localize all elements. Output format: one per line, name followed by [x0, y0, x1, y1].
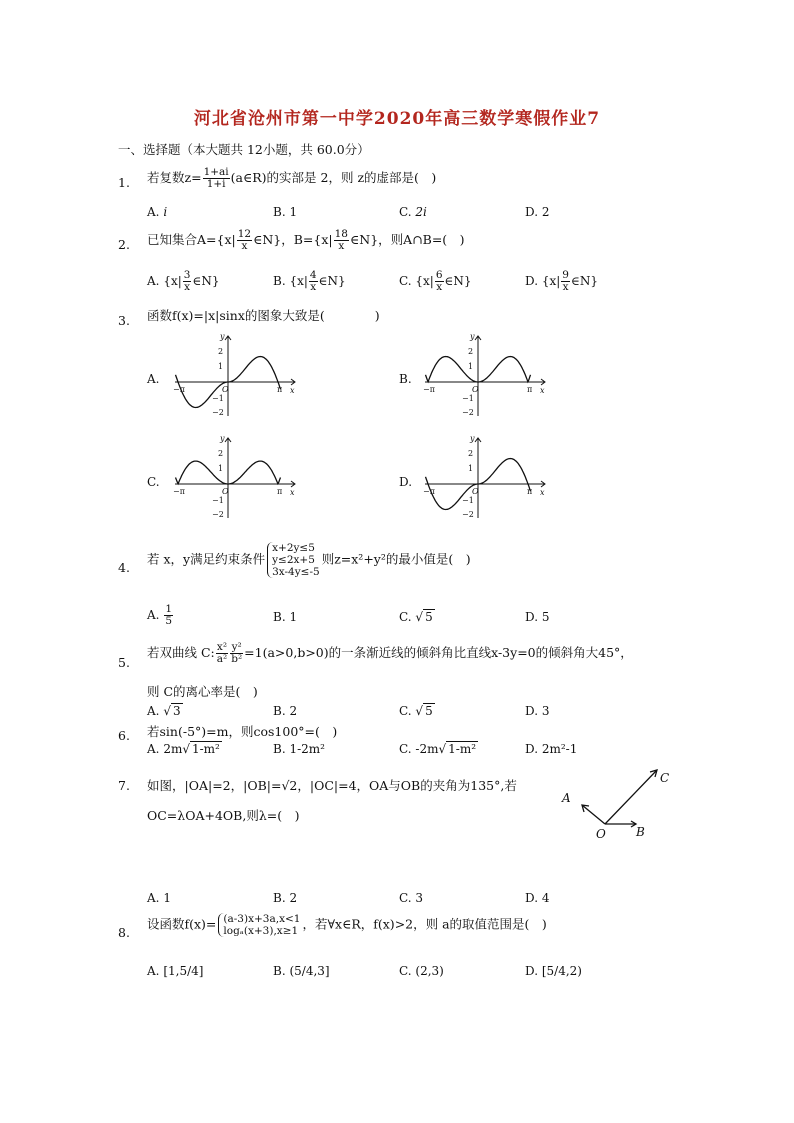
tick-minus-pi: −π	[173, 385, 185, 394]
svg-text:1: 1	[468, 362, 474, 371]
q3-stem: 函数f(x)=|x|sinx的图象大致是( )	[147, 308, 380, 323]
q1-fraction: $\frac{1+ai}{1+i}$	[203, 166, 229, 190]
svg-text:−1: −1	[212, 496, 224, 505]
q3-option-d[interactable]: D.	[399, 475, 413, 489]
q2-option-a[interactable]: A. {x| $\frac{3}{x}$ ∈N}	[147, 269, 220, 293]
q1-option-d[interactable]: D. 2	[525, 205, 550, 219]
q7-number: 7.	[118, 778, 130, 793]
q4-stem: 若 x，y满足约束条件 x+2y≤5 y≤2x+5 3x-4y≤-5 则z=x²+y²的最小值是( )	[147, 542, 471, 578]
svg-text:x: x	[290, 488, 295, 497]
q4-option-a[interactable]: A. $\frac{1}{5}$	[147, 603, 172, 627]
page-title: 河北省沧州市第一中学2020年高三数学寒假作业7	[193, 109, 601, 129]
label-b: B	[636, 825, 645, 839]
q3-graph-c[interactable]	[170, 432, 310, 522]
label-a: A	[562, 791, 571, 805]
label-o: O	[596, 827, 606, 841]
q1-stem: 若复数z= $\frac{1+ai}{1+i}$ (a∈R)的实部是 2，则 z的虚部是( )	[147, 166, 437, 190]
q3-option-b[interactable]: B.	[399, 372, 412, 386]
q3-graph-a[interactable]	[170, 330, 310, 420]
q4-option-d[interactable]: D. 5	[525, 610, 550, 624]
tick-pi: π	[277, 385, 283, 394]
q4-number: 4.	[118, 560, 130, 575]
svg-text:−π: −π	[173, 487, 185, 496]
vector-oa	[582, 805, 605, 824]
svg-text:x: x	[540, 488, 545, 497]
q5-option-a[interactable]: A. √ 3	[147, 704, 181, 718]
svg-text:−2: −2	[462, 510, 474, 519]
svg-text:−1: −1	[462, 496, 474, 505]
q1-number: 1.	[118, 175, 130, 190]
q8-option-d[interactable]: D. [5/4,2)	[525, 964, 582, 978]
q8-option-a[interactable]: A. [1,5/4]	[147, 964, 204, 978]
svg-text:O: O	[472, 487, 479, 496]
q8-number: 8.	[118, 925, 130, 940]
svg-text:1: 1	[468, 464, 474, 473]
svg-text:1: 1	[218, 464, 224, 473]
svg-text:π: π	[527, 385, 533, 394]
svg-text:O: O	[472, 385, 479, 394]
svg-text:x: x	[540, 386, 545, 395]
svg-text:−1: −1	[462, 394, 474, 403]
q5-option-c[interactable]: C. √ 5	[399, 704, 433, 718]
q1-option-b[interactable]: B. 1	[273, 205, 298, 219]
q2-option-b[interactable]: B. {x| $\frac{4}{x}$ ∈N}	[273, 269, 346, 293]
q2-stem: 已知集合A={x| $\frac{12}{x}$ ∈N}，B={x| $\frac{18}{x}$ ∈N}，则A∩B=( )	[147, 228, 465, 252]
svg-text:y: y	[470, 332, 475, 341]
q7-option-c[interactable]: C. 3	[399, 891, 424, 905]
q7-option-b[interactable]: B. 2	[273, 891, 298, 905]
axes	[175, 336, 295, 416]
q6-option-d[interactable]: D. 2m²-1	[525, 742, 578, 756]
svg-text:2: 2	[218, 449, 224, 458]
q6-option-c[interactable]: C. -2m√ 1-m²	[399, 742, 477, 756]
q3-graph-d[interactable]	[420, 432, 560, 522]
q8-stem: 设函数f(x)= (a-3)x+3a,x<1 logₐ(x+3),x≥1 ，若∀x∈R，f(x)>2，则 a的取值范围是( )	[147, 913, 547, 937]
svg-text:y: y	[220, 434, 225, 443]
q1-option-a[interactable]: A. i	[147, 205, 168, 219]
q8-option-b[interactable]: B. (5/4,3]	[273, 964, 330, 978]
q5-number: 5.	[118, 655, 130, 670]
q3-option-a[interactable]: A.	[147, 372, 160, 386]
q6-option-a[interactable]: A. 2m√ 1-m²	[147, 742, 220, 756]
q3-number: 3.	[118, 313, 130, 328]
tick-minus2: −2	[212, 408, 224, 417]
q4-option-c[interactable]: C. √ 5	[399, 610, 433, 624]
q6-number: 6.	[118, 728, 130, 743]
svg-text:O: O	[222, 487, 229, 496]
svg-text:−2: −2	[212, 510, 224, 519]
q5-stem: 若双曲线 C: $\frac{\text{x²}}{\text{a²}}$ $\frac{\text{y²}}{\text{b²}}$ =1(a>0,b>0)的一条渐近线的倾斜角比直线x-3y=0的倾斜角大45°，	[147, 641, 633, 665]
q3-graph-b[interactable]	[420, 330, 560, 420]
q5-option-d[interactable]: D. 3	[525, 704, 550, 718]
q7-option-a[interactable]: A. 1	[147, 891, 171, 905]
q4-option-b[interactable]: B. 1	[273, 610, 298, 624]
q8-option-c[interactable]: C. (2,3)	[399, 964, 444, 978]
q2-option-d[interactable]: D. {x| $\frac{9}{x}$ ∈N}	[525, 269, 599, 293]
section-heading: 一、选择题（本大题共 12小题，共 60.0分）	[118, 142, 370, 157]
q6-stem: 若sin(-5°)=m，则cos100°=( )	[147, 724, 338, 739]
q5-stem-line2: 则 C的离心率是( )	[147, 684, 258, 699]
origin-label: O	[222, 385, 229, 394]
tick-1: 1	[218, 362, 224, 371]
svg-text:−π: −π	[423, 385, 435, 394]
q7-option-d[interactable]: D. 4	[525, 891, 550, 905]
svg-text:π: π	[527, 487, 533, 496]
vector-oc	[605, 770, 657, 824]
q1-option-c[interactable]: C. 2i	[399, 205, 427, 219]
svg-text:2: 2	[468, 449, 474, 458]
q2-option-c[interactable]: C. {x| $\frac{6}{x}$ ∈N}	[399, 269, 472, 293]
tick-2: 2	[218, 347, 224, 356]
svg-text:−2: −2	[462, 408, 474, 417]
x-axis-label: x	[290, 386, 295, 395]
q7-stem-line2: OC=λOA+4OB,则λ=( )	[147, 808, 300, 823]
constraint-system: x+2y≤5 y≤2x+5 3x-4y≤-5	[267, 542, 320, 578]
tick-minus1: −1	[212, 394, 224, 403]
q7-vector-figure	[558, 762, 678, 842]
q7-stem-line1: 如图，|OA|=2，|OB|=√2，|OC|=4，OA与OB的夹角为135°,若	[147, 778, 517, 793]
q2-number: 2.	[118, 237, 130, 252]
svg-text:π: π	[277, 487, 283, 496]
y-axis-label: y	[220, 332, 225, 341]
svg-text:y: y	[470, 434, 475, 443]
q6-option-b[interactable]: B. 1-2m²	[273, 742, 325, 756]
label-c: C	[660, 771, 670, 785]
piecewise-definition: (a-3)x+3a,x<1 logₐ(x+3),x≥1	[218, 913, 300, 937]
q5-option-b[interactable]: B. 2	[273, 704, 298, 718]
svg-text:2: 2	[468, 347, 474, 356]
svg-text:−π: −π	[423, 487, 435, 496]
q3-option-c[interactable]: C.	[147, 475, 160, 489]
